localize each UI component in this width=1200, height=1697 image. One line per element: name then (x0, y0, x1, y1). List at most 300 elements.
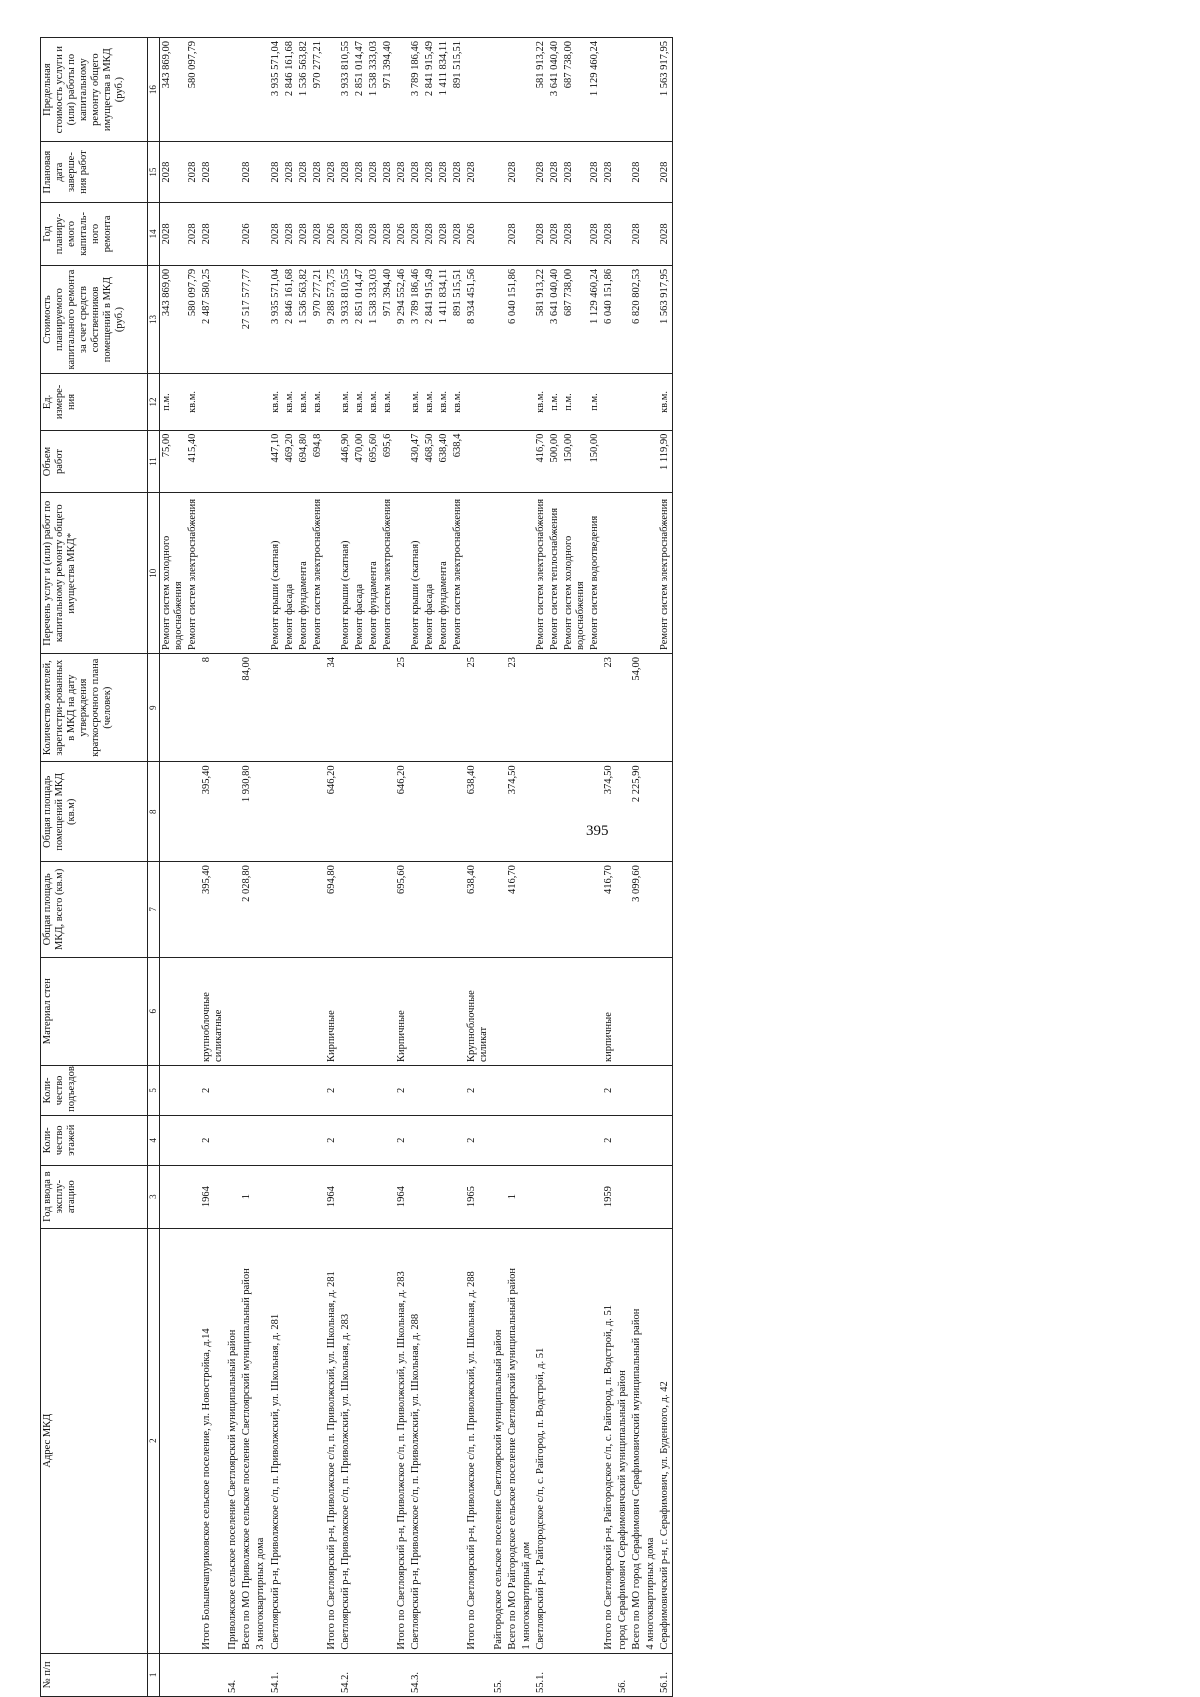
table-cell (409, 653, 423, 761)
table-cell (616, 142, 630, 203)
table-cell (339, 957, 353, 1065)
table-cell: 2 841 915,49 (423, 38, 437, 142)
table-cell: 343 869,00 (160, 265, 187, 373)
table-cell (534, 653, 548, 761)
table-cell (616, 862, 630, 957)
table-cell: 2 (602, 1115, 616, 1165)
table-cell (562, 653, 588, 761)
table-row (506, 38, 520, 1697)
table-cell: 415,40 (186, 430, 200, 493)
table-cell (630, 957, 644, 1065)
table-cell: 4 многоквартирных дома (644, 1228, 658, 1653)
table-cell (269, 1165, 283, 1228)
table-cell (200, 38, 226, 142)
table-cell (588, 1065, 602, 1115)
table-cell: 2028 (353, 142, 367, 203)
table-cell: 54.1. (269, 1653, 283, 1696)
table-cell (437, 1115, 451, 1165)
table-cell (240, 430, 254, 493)
table-cell: Итого по Светлоярский р-н, Райгородское с/п, с. Райгород, п. Водстрой, д. 51 (602, 1228, 616, 1653)
table-cell: 646,20 (395, 762, 409, 862)
table-cell: кв.м. (269, 374, 283, 430)
table-cell (588, 1653, 602, 1696)
table-cell (562, 957, 588, 1065)
table-cell (520, 430, 534, 493)
table-cell: 446,90 (339, 430, 353, 493)
table-cell (588, 762, 602, 862)
table-cell: кв.м. (367, 374, 381, 430)
table-cell (311, 762, 325, 862)
table-cell (451, 957, 465, 1065)
table-cell (283, 862, 297, 957)
table-cell (339, 862, 353, 957)
table-cell (395, 374, 409, 430)
header-cell: Объем работ (41, 430, 148, 493)
table-row (409, 38, 423, 1697)
table-cell: 2028 (602, 202, 616, 265)
table-row (465, 38, 491, 1697)
table-cell (269, 862, 283, 957)
table-cell (616, 1115, 630, 1165)
table-cell: 8 (200, 653, 226, 761)
table-cell (200, 374, 226, 430)
table-cell: 2028 (283, 142, 297, 203)
table-cell: 2 (395, 1065, 409, 1115)
table-row (616, 38, 630, 1697)
table-cell: 2028 (588, 142, 602, 203)
table-cell: 695,6 (381, 430, 395, 493)
table-cell (297, 862, 311, 957)
table-row (269, 38, 283, 1697)
table-cell (588, 862, 602, 957)
table-cell: 2 (602, 1065, 616, 1115)
table-cell (186, 1115, 200, 1165)
table-cell (520, 862, 534, 957)
rotated-table-container (40, 37, 1140, 1697)
table-cell (311, 1228, 325, 1653)
table-cell: 687 738,00 (562, 38, 588, 142)
table-row (325, 38, 339, 1697)
table-cell: 2028 (367, 142, 381, 203)
table-cell (381, 957, 395, 1065)
table-cell: 416,70 (506, 862, 520, 957)
table-cell: 3 933 810,55 (339, 265, 353, 373)
table-cell: Ремонт систем холодного водоснабжения (160, 493, 187, 653)
table-cell: 75,00 (160, 430, 187, 493)
table-cell (381, 1115, 395, 1165)
table-cell: 470,00 (353, 430, 367, 493)
table-cell (409, 1115, 423, 1165)
table-cell (644, 142, 658, 203)
table-cell (616, 957, 630, 1065)
table-cell (506, 374, 520, 430)
table-cell (437, 1065, 451, 1115)
table-cell: Всего по МО Приволжское сельское поселение Светлоярский муниципальный район (240, 1228, 254, 1653)
table-cell (381, 1065, 395, 1115)
table-cell (381, 862, 395, 957)
table-cell (437, 1228, 451, 1653)
table-cell (630, 38, 644, 142)
table-cell (492, 762, 506, 862)
table-cell (492, 142, 506, 203)
table-cell (506, 957, 520, 1065)
table-cell: 2026 (465, 202, 491, 265)
table-cell (395, 493, 409, 653)
table-cell (616, 374, 630, 430)
table-cell: 2028 (381, 142, 395, 203)
table-cell (658, 1065, 673, 1115)
page-number: 395 (586, 823, 609, 839)
table-cell: 2028 (186, 202, 200, 265)
table-cell: 54. (226, 1653, 240, 1696)
table-cell (226, 202, 240, 265)
table-cell (562, 1165, 588, 1228)
table-cell (283, 762, 297, 862)
table-cell: кв.м. (658, 374, 673, 430)
table-cell: п.м. (588, 374, 602, 430)
table-cell: 970 277,21 (311, 265, 325, 373)
table-cell: 638,40 (465, 862, 491, 957)
table-cell: п.м. (160, 374, 187, 430)
table-cell (644, 202, 658, 265)
table-cell (186, 1165, 200, 1228)
header-cell: Плановая дата заверше-ния работ (41, 142, 148, 203)
table-cell: 2028 (630, 202, 644, 265)
table-cell (353, 957, 367, 1065)
table-cell (492, 430, 506, 493)
table-cell (254, 430, 268, 493)
table-cell (283, 1115, 297, 1165)
table-cell (630, 1165, 644, 1228)
table-cell (630, 430, 644, 493)
table-cell: 55. (492, 1653, 506, 1696)
table-cell: 9 288 573,75 (325, 265, 339, 373)
table-cell (367, 653, 381, 761)
table-cell (269, 762, 283, 862)
table-cell (226, 957, 240, 1065)
table-cell (226, 1165, 240, 1228)
table-cell (548, 1115, 562, 1165)
table-cell (226, 862, 240, 957)
table-cell (200, 430, 226, 493)
table-cell: 1 536 563,82 (297, 38, 311, 142)
table-cell (562, 762, 588, 862)
table-row (492, 38, 506, 1697)
table-cell (283, 1228, 297, 1653)
table-cell (226, 653, 240, 761)
table-cell (506, 38, 520, 142)
header-cell: Год ввода в эксплу-атацию (41, 1165, 148, 1228)
table-row (451, 38, 465, 1697)
table-cell: Крупноблочные силикат (465, 957, 491, 1065)
table-cell (297, 1228, 311, 1653)
table-cell (160, 957, 187, 1065)
table-cell: Ремонт систем электроснабжения (658, 493, 673, 653)
table-cell: 2028 (269, 142, 283, 203)
table-cell: 2028 (658, 202, 673, 265)
table-cell (423, 1228, 437, 1653)
table-cell (616, 1065, 630, 1115)
table-cell: 694,80 (297, 430, 311, 493)
table-cell: 580 097,79 (186, 265, 200, 373)
table-cell (602, 38, 616, 142)
table-cell (367, 1065, 381, 1115)
table-cell: 6 040 151,86 (602, 265, 616, 373)
table-cell (240, 374, 254, 430)
table-cell (451, 1228, 465, 1653)
table-cell (269, 957, 283, 1065)
table-cell: 646,20 (325, 762, 339, 862)
table-cell (186, 762, 200, 862)
table-cell: 56. (616, 1653, 630, 1696)
table-cell: 2 487 580,25 (200, 265, 226, 373)
table-cell: кв.м. (353, 374, 367, 430)
table-cell (254, 653, 268, 761)
table-cell (616, 493, 630, 653)
table-cell: 84,00 (240, 653, 254, 761)
header-row (41, 38, 148, 1697)
table-cell (297, 653, 311, 761)
table-cell (520, 202, 534, 265)
table-cell (658, 653, 673, 761)
column-number-cell: 13 (148, 265, 160, 373)
table-cell: 2 028,80 (240, 862, 254, 957)
table-cell (254, 1115, 268, 1165)
table-cell: 581 913,22 (534, 265, 548, 373)
table-cell (437, 1165, 451, 1228)
table-cell (616, 653, 630, 761)
table-cell: 1 129 460,24 (588, 265, 602, 373)
table-cell: Всего по МО город Серафимович Серафимовичский муниципальный район (630, 1228, 644, 1653)
table-cell (186, 1653, 200, 1696)
table-cell: 25 (465, 653, 491, 761)
table-row (423, 38, 437, 1697)
table-cell (520, 1115, 534, 1165)
table-cell: 1 538 333,03 (367, 265, 381, 373)
table-cell: 2 (465, 1065, 491, 1115)
table-cell (409, 1165, 423, 1228)
table-cell: 1 536 563,82 (297, 265, 311, 373)
table-cell (534, 1115, 548, 1165)
capital-repair-table (40, 37, 673, 1697)
table-cell (602, 430, 616, 493)
table-cell: 891 515,51 (451, 265, 465, 373)
table-cell: 8 934 451,56 (465, 265, 491, 373)
table-cell (254, 957, 268, 1065)
table-cell (644, 38, 658, 142)
column-number-row (148, 38, 160, 1697)
table-cell: 2028 (423, 202, 437, 265)
table-cell: Ремонт крыши (скатная) (269, 493, 283, 653)
table-cell (451, 1165, 465, 1228)
table-cell (451, 653, 465, 761)
table-cell (226, 1115, 240, 1165)
table-cell (160, 1115, 187, 1165)
table-cell (451, 762, 465, 862)
table-cell (492, 265, 506, 373)
table-cell (353, 862, 367, 957)
table-cell: 2028 (409, 142, 423, 203)
table-cell: 150,00 (562, 430, 588, 493)
header-cell: Перечень услуг и (или) работ по капитальному ремонту общего имущества МКД* (41, 493, 148, 653)
table-cell (534, 1165, 548, 1228)
table-cell (283, 653, 297, 761)
table-cell (325, 374, 339, 430)
table-row (186, 38, 200, 1697)
table-cell (311, 1653, 325, 1696)
table-cell (616, 265, 630, 373)
table-cell (520, 653, 534, 761)
table-cell (325, 430, 339, 493)
table-cell (367, 1228, 381, 1653)
header-cell: Год планиру-емого капиталь-ного ремонта (41, 202, 148, 265)
header-cell: № п/п (41, 1653, 148, 1696)
table-cell: Ремонт систем водоотведения (588, 493, 602, 653)
table-cell: Ремонт систем электроснабжения (186, 493, 200, 653)
table-cell: 1 129 460,24 (588, 38, 602, 142)
table-cell (395, 1653, 409, 1696)
table-cell (616, 430, 630, 493)
table-cell (311, 653, 325, 761)
table-cell: 2026 (395, 202, 409, 265)
table-cell: 1 411 834,11 (437, 38, 451, 142)
table-cell (644, 1065, 658, 1115)
table-cell (644, 957, 658, 1065)
table-cell (437, 762, 451, 862)
table-cell: 2028 (506, 142, 520, 203)
table-cell: 416,70 (602, 862, 616, 957)
table-cell (297, 957, 311, 1065)
column-number-cell: 15 (148, 142, 160, 203)
table-cell (658, 862, 673, 957)
table-cell (465, 38, 491, 142)
column-number-cell: 1 (148, 1653, 160, 1696)
table-cell: 2028 (437, 142, 451, 203)
table-cell: крупноблочные силикатные (200, 957, 226, 1065)
table-cell (520, 1165, 534, 1228)
table-cell (423, 653, 437, 761)
table-cell (353, 1065, 367, 1115)
table-cell: Всего по МО Райгородское сельское поселение Светлоярский муниципальный район (506, 1228, 520, 1653)
table-cell: 695,60 (395, 862, 409, 957)
table-cell: 2028 (548, 142, 562, 203)
table-cell (160, 1165, 187, 1228)
table-cell: 1 119,90 (658, 430, 673, 493)
table-cell: город Серафимович Серафимовичский муниципальный район (616, 1228, 630, 1653)
table-cell (186, 957, 200, 1065)
table-cell (240, 493, 254, 653)
header-cell: Предельная стоимость услуги и (или) работы по капитальному ремонту общего имущества в МКД (руб.) (41, 38, 148, 142)
table-cell (548, 1228, 562, 1653)
table-cell: 23 (506, 653, 520, 761)
table-cell (658, 762, 673, 862)
table-cell (226, 265, 240, 373)
table-cell: 694,8 (311, 430, 325, 493)
table-cell (602, 374, 616, 430)
table-cell (492, 957, 506, 1065)
table-cell: 1964 (200, 1165, 226, 1228)
table-cell (534, 762, 548, 862)
table-cell (226, 762, 240, 862)
table-cell: 2028 (562, 142, 588, 203)
table-cell (160, 1065, 187, 1115)
table-cell (367, 1165, 381, 1228)
table-cell (409, 762, 423, 862)
table-cell (548, 653, 562, 761)
table-cell: Светлоярский р-н, Райгородское с/п, с. Райгород, п. Водстрой, д. 51 (534, 1228, 548, 1653)
table-cell (423, 1115, 437, 1165)
table-cell: 3 789 186,46 (409, 38, 423, 142)
table-row (562, 38, 588, 1697)
table-cell: 2028 (325, 142, 339, 203)
table-cell: 430,47 (409, 430, 423, 493)
table-cell: 2028 (297, 202, 311, 265)
table-cell (409, 862, 423, 957)
table-cell (339, 1065, 353, 1115)
table-cell (297, 1065, 311, 1115)
table-cell: кирпичные (602, 957, 616, 1065)
table-cell (602, 1653, 616, 1696)
table-row (381, 38, 395, 1697)
table-cell (269, 1115, 283, 1165)
table-cell (186, 653, 200, 761)
table-cell: Ремонт фундамента (437, 493, 451, 653)
table-cell (437, 862, 451, 957)
table-cell: 687 738,00 (562, 265, 588, 373)
table-cell (548, 1165, 562, 1228)
table-row (226, 38, 240, 1697)
table-cell (644, 862, 658, 957)
table-cell: 27 517 577,77 (240, 265, 254, 373)
table-cell: 2028 (353, 202, 367, 265)
table-cell (465, 374, 491, 430)
table-row (588, 38, 602, 1697)
table-cell (381, 1165, 395, 1228)
table-cell: 2028 (534, 142, 548, 203)
table-cell (297, 1115, 311, 1165)
table-cell: 638,4 (451, 430, 465, 493)
table-cell (409, 957, 423, 1065)
table-cell (548, 762, 562, 862)
table-cell (353, 1228, 367, 1653)
table-cell: 2 (465, 1115, 491, 1165)
table-cell (269, 653, 283, 761)
table-cell: кв.м. (381, 374, 395, 430)
table-cell: Итого Большечапуриковское сельское поселение, ул. Новостройка, д.14 (200, 1228, 226, 1653)
table-cell (548, 862, 562, 957)
table-row (367, 38, 381, 1697)
table-cell (562, 1115, 588, 1165)
table-cell: 694,80 (325, 862, 339, 957)
table-cell: 469,20 (283, 430, 297, 493)
table-row (644, 38, 658, 1697)
table-cell (367, 1653, 381, 1696)
table-cell (644, 1653, 658, 1696)
table-cell (520, 1065, 534, 1115)
table-cell: 2028 (311, 202, 325, 265)
table-cell: 3 099,60 (630, 862, 644, 957)
table-cell: 25 (395, 653, 409, 761)
table-cell (240, 1065, 254, 1115)
table-cell (367, 762, 381, 862)
column-number-cell: 4 (148, 1115, 160, 1165)
header-cell: Стоимость планируемого капитального ремонта за счет средств собственников помещений в МКД (руб.) (41, 265, 148, 373)
table-cell (297, 762, 311, 862)
table-cell (548, 1653, 562, 1696)
table-cell (353, 1653, 367, 1696)
table-cell: 971 394,40 (381, 38, 395, 142)
table-cell: 3 641 040,40 (548, 38, 562, 142)
